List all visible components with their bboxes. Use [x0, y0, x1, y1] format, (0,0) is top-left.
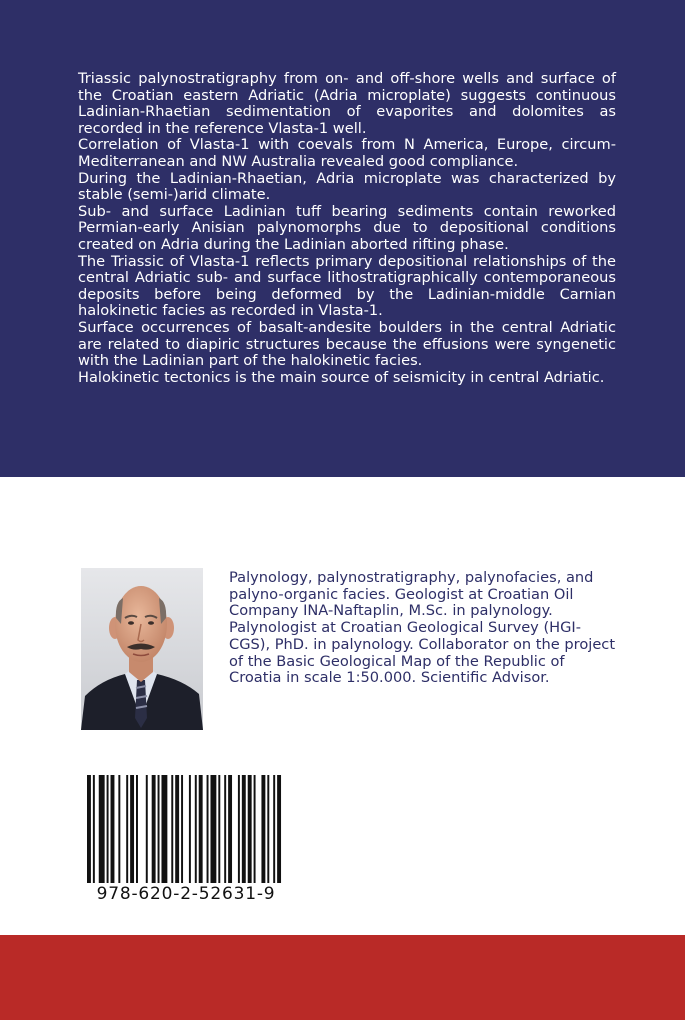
barcode-bar: [242, 775, 246, 883]
barcode-bar: [161, 775, 167, 883]
abstract-panel: [0, 0, 685, 477]
barcode-bar: [199, 775, 203, 883]
barcode-bar: [126, 775, 128, 883]
abstract-paragraph: Sub- and surface Ladinian tuff bearing sediments contain reworked Permian-early Anisian palynomorphs due to depositional conditions created on Adria during the Ladinian aborted rifting phase.: [78, 202, 616, 253]
abstract-paragraph: Surface occurrences of basalt-andesite boulders in the central Adriatic are related to diapiric structures because the effusions were syngenetic with the Ladinian part of the halokinetic facies.: [78, 318, 616, 370]
barcode-bar: [99, 775, 105, 883]
isbn-number: 978-620-2-52631-9: [96, 884, 276, 904]
barcode: [87, 775, 283, 883]
author-bio: Palynology, palynostratigraphy, palynofacies, and palyno-organic facies. Geologist at Croatian Oil Company INA-Naftaplin, M.Sc. in palynology. Palynologist at Croatian Geological Survey (HGI-CGS), PhD. in palynology. Collaborator on the project of the Basic Geological Map of the Republic of Croatia in scale 1:50.000. Scientific Advisor.: [229, 569, 616, 687]
barcode-bar: [107, 775, 109, 883]
barcode-bar: [273, 775, 275, 883]
barcode-bar: [267, 775, 269, 883]
abstract-paragraph: Correlation of Vlasta-1 with coevals from N America, Europe, circum-Mediterranean and NW Australia revealed good compliance.: [78, 136, 616, 170]
barcode-bar: [195, 775, 197, 883]
barcode-bar: [171, 775, 173, 883]
barcode-bar: [118, 775, 120, 883]
barcode-bar: [111, 775, 115, 883]
author-portrait-image: [81, 568, 203, 730]
barcode-bar: [175, 775, 179, 883]
barcode-bar: [210, 775, 216, 883]
barcode-bar: [277, 775, 281, 883]
barcode-bar: [130, 775, 134, 883]
barcode-bar: [224, 775, 226, 883]
barcode-bar: [189, 775, 191, 883]
abstract-paragraph: Halokinetic tectonics is the main source of seismicity in central Adriatic.: [78, 368, 605, 386]
barcode-bar: [181, 775, 183, 883]
barcode-bar: [228, 775, 232, 883]
abstract-paragraph: The Triassic of Vlasta-1 reflects primary depositional relationships of the central Adriatic sub- and surface lithostratigraphically contemporaneous deposits before being deformed by the Ladinian-middle Carnian halokinetic facies as recorded in Vlasta-1.: [78, 252, 616, 320]
abstract-paragraph: During the Ladinian-Rhaetian, Adria microplate was characterized by stable (semi-)arid climate.: [78, 169, 616, 204]
barcode-bar: [158, 775, 160, 883]
abstract-text: [78, 71, 616, 386]
barcode-bar: [261, 775, 265, 883]
barcode-bar: [152, 775, 156, 883]
barcode-bar: [146, 775, 148, 883]
barcode-bar: [207, 775, 209, 883]
barcode-bar: [238, 775, 240, 883]
barcode-bar: [254, 775, 256, 883]
barcode-bar: [136, 775, 138, 883]
barcode-bar: [248, 775, 252, 883]
barcode-bar: [93, 775, 95, 883]
author-photo: [81, 568, 203, 730]
abstract-paragraph: Triassic palynostratigraphy from on- and off-shore wells and surface of the Croatian eastern Adriatic (Adria microplate) suggests continuous Ladinian-Rhaetian sedimentation of evaporites and dolomites as recorded in the reference Vlasta-1 well.: [78, 70, 616, 137]
barcode-bar: [218, 775, 220, 883]
barcode-bar: [87, 775, 91, 883]
bottom-color-band: [0, 935, 685, 1020]
